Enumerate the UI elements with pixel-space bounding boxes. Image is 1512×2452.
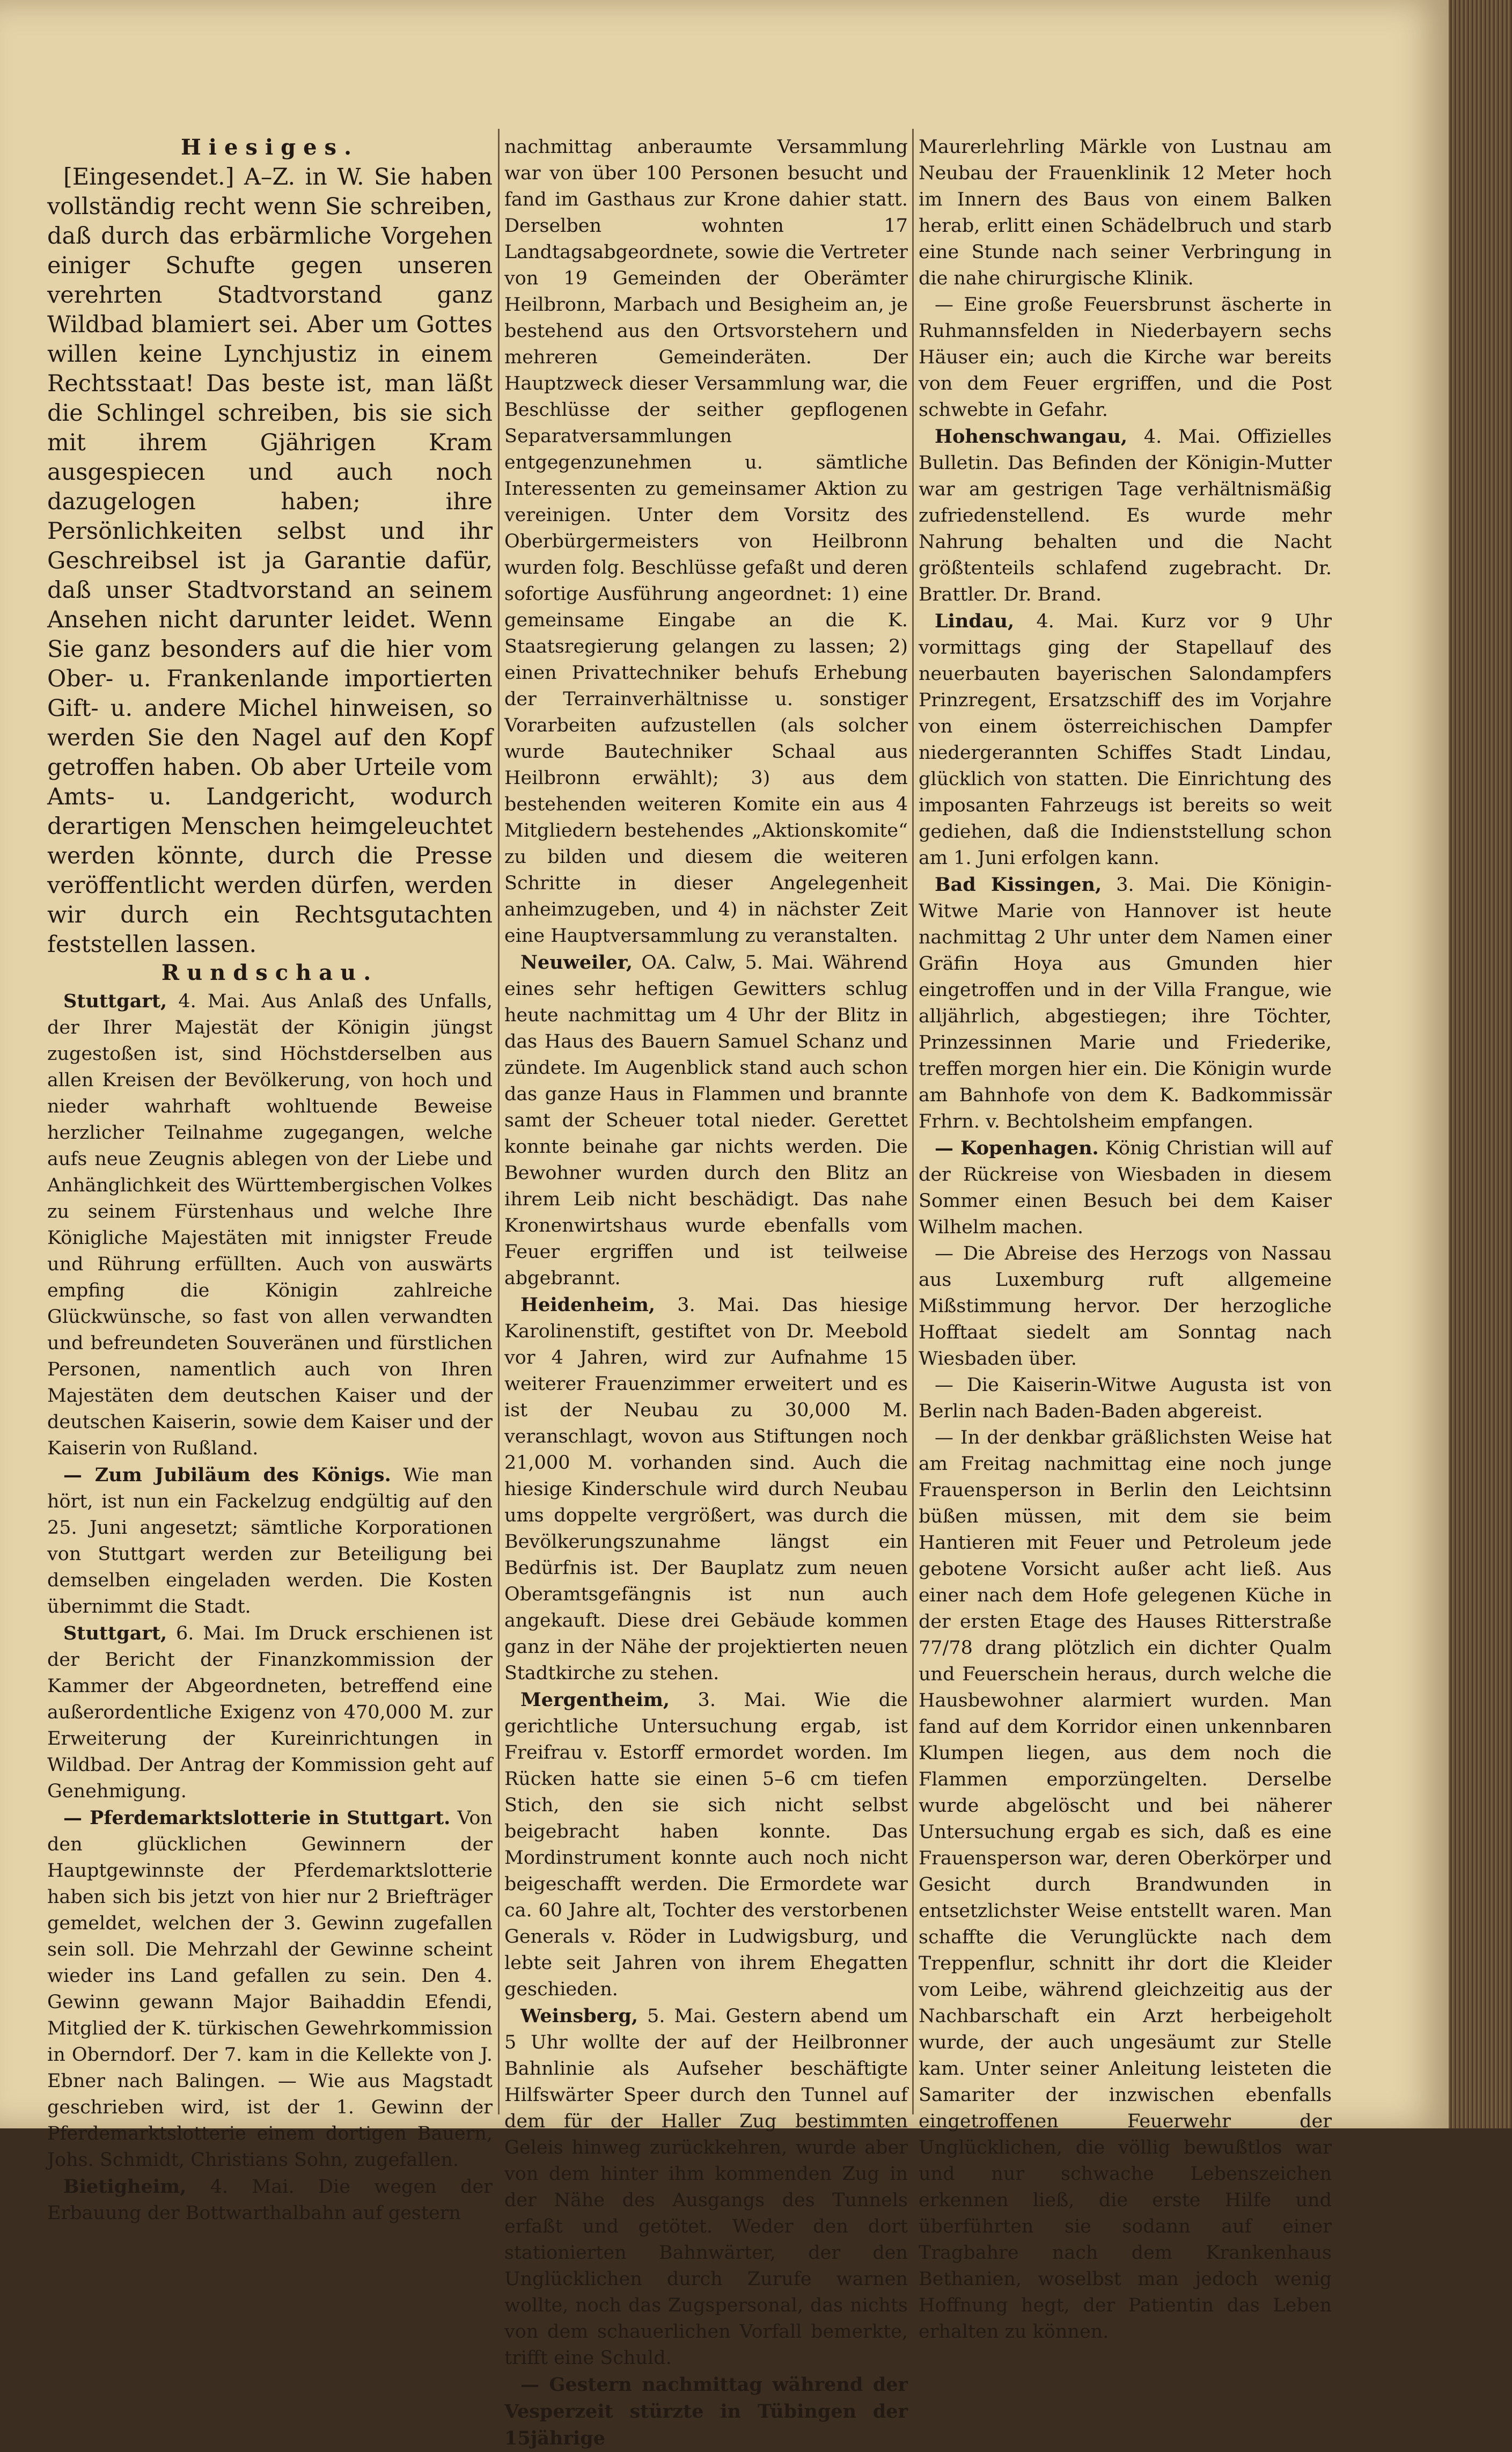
- dateline: Stuttgart,: [63, 990, 167, 1012]
- paragraph-text: — Die Abreise des Herzogs von Nassau aus Luxemburg ruft allgemeine Mißstimmung hervor. Der herzogliche Hofftaat siedelt am Sonntag nach Wiesbaden über.: [919, 1243, 1332, 1370]
- dateline: Mergentheim,: [520, 1689, 670, 1711]
- article-paragraph: [47, 2173, 493, 2227]
- paragraph-text: [Eingesendet.] A–Z. in W. Sie haben vollständig recht wenn Sie schreiben, daß durch das erbärmliche Vorgehen einiger Schufte gegen unseren verehrten Stadtvorstand ganz Wildbad blamiert sei. Aber um Gottes willen keine Lynchjustiz in einem Rechtsstaat! Das beste ist, man läßt die Schlingel schreiben, bis sie sich mit ihrem Gjährigen Kram ausgespiecen und auch noch dazugelogen haben; ihre Persönlichkeiten selbst und ihr Geschreibsel ist ja Garantie dafür, daß unser Stadtvorstand an seinem Ansehen nicht darunter leidet. Wenn Sie ganz besonders auf die hier vom Ober- u. Frankenlande importierten Gift- u. andere Michel hinweisen, so werden Sie den Nagel auf den Kopf getroffen haben. Ob aber Urteile vom Amts- u. Landgericht, wodurch derartigen Menschen heimgeleuchtet werden könnte, durch die Presse veröffentlicht werden dürfen, werden wir durch ein Rechtsgutachten feststellen lassen.: [47, 164, 493, 958]
- paragraph-text: — Eine große Feuersbrunst äscherte in Ruhmannsfelden in Niederbayern sechs Häuser ein; auch die Kirche war bereits von dem Feuer ergriffen, und die Post schwebte in Gefahr.: [919, 294, 1332, 421]
- article-paragraph: [47, 163, 493, 960]
- paragraph-text: — In der denkbar gräßlichsten Weise hat am Freitag nachmittag eine noch junge Frauensperson in Berlin den Leichtsinn büßen müssen, mit dem sie beim Hantieren mit Feuer und Petroleum jede gebotene Vorsicht außer acht ließ. Aus einer nach dem Hofe gelegenen Küche in der ersten Etage des Hauses Ritterstraße 77/78 drang plötzlich ein dichter Qualm und Feuerschein heraus, durch welche die Hausbewohner alarmiert wurden. Man fand auf dem Korridor einen unkennbaren Klumpen liegen, aus dem noch die Flammen emporzüngelten. Derselbe wurde abgelöscht und bei näherer Untersuchung ergab es sich, daß es eine Frauensperson war, deren Oberkörper und Gesicht durch Brandwunden in entsetzlichster Weise entstellt waren. Man schaffte die Verunglückte nach dem Treppenflur, schnitt ihr dort die Kleider vom Leibe, während gleichzeitig aus der Nachbarschaft ein Arzt herbeigeholt wurde, der auch ungesäumt zur Stelle kam. Unter seiner Anleitung leisteten die Samariter der inzwischen ebenfalls eingetroffenen Feuerwehr der Unglücklichen, die völlig bewußtlos war und nur schwache Lebenszeichen erkennen ließ, die erste Hilfe und überführten sie sodann auf einer Tragbahre nach dem Krankenhaus Bethanien, woselbst man jedoch wenig Hoffnung hegt, der Patientin das Leben erhalten zu können.: [919, 1427, 1332, 2343]
- dateline: — Kopenhagen.: [935, 1137, 1099, 1159]
- section-heading: Hiesiges.: [180, 135, 359, 160]
- dateline: Stuttgart,: [63, 1622, 167, 1644]
- article-paragraph: [504, 949, 908, 1292]
- article-paragraph: [504, 2003, 908, 2372]
- paragraph-text: Von den glücklichen Gewinnern der Hauptgewinnste der Pferdemarktslotterie haben sich bis jetzt von hier nur 2 Briefträger gemeldet, welchen der 3. Gewinn zugefallen sein soll. Die Mehrzahl der Gewinne scheint wieder ins Land gefallen zu sein. Den 4. Gewinn gewann Major Baihaddin Efendi, Mitglied der K. türkischen Gewehrkommission in Oberndorf. Der 7. kam in die Kellekte von J. Ebner nach Balingen. — Wie aus Magstadt geschrieben wird, ist der 1. Gewinn der Pferdemarktslotterie einem dortigen Bauern, Johs. Schmidt, Christians Sohn, zugefallen.: [47, 1807, 493, 2171]
- article-paragraph: [919, 292, 1332, 423]
- article-paragraph: [504, 134, 908, 949]
- article-paragraph: [919, 872, 1332, 1135]
- book-page-edges: [1449, 0, 1512, 2128]
- paragraph-text: 4. Mai. Offizielles Bulletin. Das Befinden der Königin-Mutter war am gestrigen Tage verhältnismäßig zufriedenstellend. Es wurde mehr Nahrung behalten und die Nacht größtenteils schlafend zugebracht. Dr. Brattler. Dr. Brand.: [919, 426, 1332, 605]
- paragraph-text: OA. Calw, 5. Mai. Während eines sehr heftigen Gewitters schlug heute nachmittag um 4 Uhr der Blitz in das Haus des Bauern Samuel Schanz und zündete. Im Augenblick stand auch schon das ganze Haus in Flammen und brannte samt der Scheuer total nieder. Gerettet konnte beinahe gar nichts werden. Die Bewohner wurden durch den Blitz an ihrem Leib nicht beschädigt. Das nahe Kronenwirtshaus wurde ebenfalls vom Feuer ergriffen und ist teilweise abgebrannt.: [504, 952, 908, 1289]
- paragraph-text: 5. Mai. Gestern abend um 5 Uhr wollte der auf der Heilbronner Bahnlinie als Aufseher beschäftigte Hilfswärter Speer durch den Tunnel auf dem für der Haller Zug bestimmten Geleis hinweg zurückkehren, wurde aber von dem hinter ihm kommenden Zug in der Nähe des Ausgangs des Tunnels erfaßt und getötet. Weder den dort stationierten Bahnwärter, der den Unglücklichen durch Zurufe warnen wollte, noch das Zugspersonal, das nichts von dem schauerlichen Vorfall bemerkte, trifft eine Schuld.: [504, 2005, 908, 2369]
- dateline: Bietigheim,: [63, 2176, 187, 2198]
- column-3: [919, 134, 1332, 2343]
- dateline: Bad Kissingen,: [935, 874, 1102, 896]
- dateline: Hohenschwangau,: [935, 426, 1128, 448]
- dateline: Neuweiler,: [520, 951, 633, 974]
- paragraph-text: nachmittag anberaumte Versammlung war von über 100 Personen besucht und fand im Gasthaus zur Krone dahier statt. Derselben wohnten 17 Landtagsabgeordnete, sowie die Vertreter von 19 Gemeinden der Oberämter Heilbronn, Marbach und Besigheim an, je bestehend aus den Ortsvorstehern und mehreren Gemeinderäten. Der Hauptzweck dieser Versammlung war, die Beschlüsse der seither gepflogenen Separatversammlungen entgegenzunehmen u. sämtliche Interessenten zu gemeinsamer Aktion zu vereinigen. Unter dem Vorsitz des Oberbürgermeisters von Heilbronn wurden folg. Beschlüsse gefaßt und deren sofortige Ausführung angeordnet: 1) eine gemeinsame Eingabe an die K. Staatsregierung gelangen zu lassen; 2) einen Privattechniker behufs Erhebung der Terrainverhältnisse u. sonstiger Vorarbeiten aufzustellen (als solcher wurde Bautechniker Schaal aus Heilbronn erwählt); 3) aus dem bestehenden weiteren Komite ein aus 4 Mitgliedern bestehendes „Aktionskomite“ zu bilden und diesem die weiteren Schritte in dieser Angelegenheit anheimzugeben, und 4) in nächster Zeit eine Hauptversammlung zu veranstalten.: [504, 136, 908, 947]
- column-rule: [912, 129, 914, 2114]
- dateline: — Pferdemarktslotterie in Stuttgart.: [63, 1807, 451, 1829]
- article-paragraph: [919, 423, 1332, 608]
- dateline: Heidenheim,: [520, 1294, 656, 1316]
- paragraph-text: 3. Mai. Die Königin-Witwe Marie von Hannover ist heute nachmittag 2 Uhr unter dem Namen einer Gräfin Hoya aus Gmunden hier eingetroffen und in der Villa Frangue, wie alljährlich, abgestiegen; ihre Töchter, Prinzessinnen Marie und Friederike, treffen morgen hier ein. Die Königin wurde am Bahnhofe von dem K. Badkommissär Frhrn. v. Bechtolsheim empfangen.: [919, 874, 1332, 1132]
- article-paragraph: [47, 1620, 493, 1805]
- paragraph-text: — Die Kaiserin-Witwe Augusta ist von Berlin nach Baden-Baden abgereist.: [919, 1374, 1332, 1422]
- section-heading: Rundschau.: [161, 960, 379, 985]
- article-paragraph: [504, 1292, 908, 1687]
- paragraph-text: 6. Mai. Im Druck erschienen ist der Bericht der Finanzkommission der Kammer der Abgeordneten, betreffend eine außerordentliche Exigenz von 470,000 M. zur Erweiterung der Kureinrichtungen in Wildbad. Der Antrag der Kommission geht auf Genehmigung.: [47, 1623, 493, 1802]
- paragraph-text: Maurerlehrling Märkle von Lustnau am Neubau der Frauenklinik 12 Meter hoch im Innern des Baus von einem Balken herab, erlitt einen Schädelbruch und starb eine Stunde nach seiner Verbringung in die nahe chirurgische Klinik.: [919, 136, 1332, 289]
- column-1: [47, 134, 493, 2224]
- paragraph-text: 4. Mai. Die wegen der Erbauung der Bottwarthalbahn auf gestern: [47, 2176, 493, 2224]
- article-paragraph: [504, 1687, 908, 2003]
- paragraph-text: Wie man hört, ist nun ein Fackelzug endgültig auf den 25. Juni angesetzt; sämtliche Korporationen von Stuttgart werden zur Beteiligung bei demselben eingeladen werden. Die Kosten übernimmt die Stadt.: [47, 1465, 493, 1617]
- column-rule: [498, 129, 500, 2114]
- article-paragraph: [919, 608, 1332, 872]
- article-paragraph: [919, 1241, 1332, 1372]
- dateline: Lindau,: [935, 610, 1015, 632]
- article-paragraph: [47, 988, 493, 1462]
- column-2: [504, 134, 908, 2449]
- article-paragraph: [47, 1805, 493, 2173]
- article-paragraph: [919, 134, 1332, 292]
- paragraph-text: 3. Mai. Wie die gerichtliche Untersuchung ergab, ist Freifrau v. Estorff ermordet worden. Im Rücken hatte sie einen 5–6 cm tiefen Stich, den sie sich nicht selbst beigebracht haben konnte. Das Mordinstrument konnte auch noch nicht beigeschafft werden. Die Ermordete war ca. 60 Jahre alt, Tochter des verstorbenen Generals v. Röder in Ludwigsburg, und lebte seit Jahren von ihrem Ehegatten geschieden.: [504, 1689, 908, 2000]
- article-paragraph: [47, 1462, 493, 1620]
- article-paragraph: [504, 2372, 908, 2452]
- paragraph-text: 4. Mai. Kurz vor 9 Uhr vormittags ging der Stapellauf des neuerbauten bayerischen Salondampfers Prinzregent, Ersatzschiff des im Vorjahre von einem österreichischen Dampfer niedergerannten Schiffes Stadt Lindau, glücklich von statten. Die Einrichtung des imposanten Fahrzeugs ist bereits so weit gediehen, daß die Indienststellung schon am 1. Juni erfolgen kann.: [919, 611, 1332, 869]
- dateline: — Zum Jubiläum des Königs.: [63, 1464, 391, 1486]
- paragraph-text: König Christian will auf der Rückreise von Wiesbaden in diesem Sommer einen Besuch bei dem Kaiser Wilhelm machen.: [919, 1138, 1332, 1238]
- paragraph-text: 3. Mai. Das hiesige Karolinenstift, gestiftet von Dr. Meebold vor 4 Jahren, wird zur Aufnahme 15 weiterer Frauenzimmer erweitert und es ist der Neubau zu 30,000 M. veranschlagt, wovon aus Stiftungen noch 21,000 M. vorhanden sind. Auch die hiesige Kinderschule wird durch Neubau ums doppelte vergrößert, was durch die Bevölkerungszunahme längst ein Bedürfnis ist. Der Bauplatz zum neuen Oberamtsgefängnis ist nun auch angekauft. Diese drei Gebäude kommen ganz in der Nähe der projektierten neuen Stadtkirche zu stehen.: [504, 1294, 908, 1684]
- dateline: Weinsberg,: [520, 2005, 638, 2027]
- article-paragraph: [919, 1135, 1332, 1241]
- article-paragraph: [919, 1372, 1332, 1425]
- article-paragraph: [919, 1425, 1332, 2345]
- dateline: — Gestern nachmittag während der Vesperzeit stürzte in Tübingen der 15jährige: [504, 2374, 908, 2449]
- paragraph-text: 4. Mai. Aus Anlaß des Unfalls, der Ihrer Majestät der Königin jüngst zugestoßen ist, sind Höchstderselben aus allen Kreisen der Bevölkerung, von hoch und nieder wahrhaft wohltuende Beweise herzlicher Teilnahme zugegangen, welche aufs neue Zeugnis ablegen von der Liebe und Anhänglichkeit des Württembergischen Volkes zu seinem Fürstenhaus und welche Ihre Königliche Majestäten mit innigster Freude und Rührung erfüllten. Auch von auswärts empfing die Königin zahlreiche Glückwünsche, so fast von allen verwandten und befreundeten Souveränen und fürstlichen Personen, namentlich auch von Ihren Majestäten dem deutschen Kaiser und der deutschen Kaiserin, sowie dem Kaiser und der Kaiserin von Rußland.: [47, 991, 493, 1459]
